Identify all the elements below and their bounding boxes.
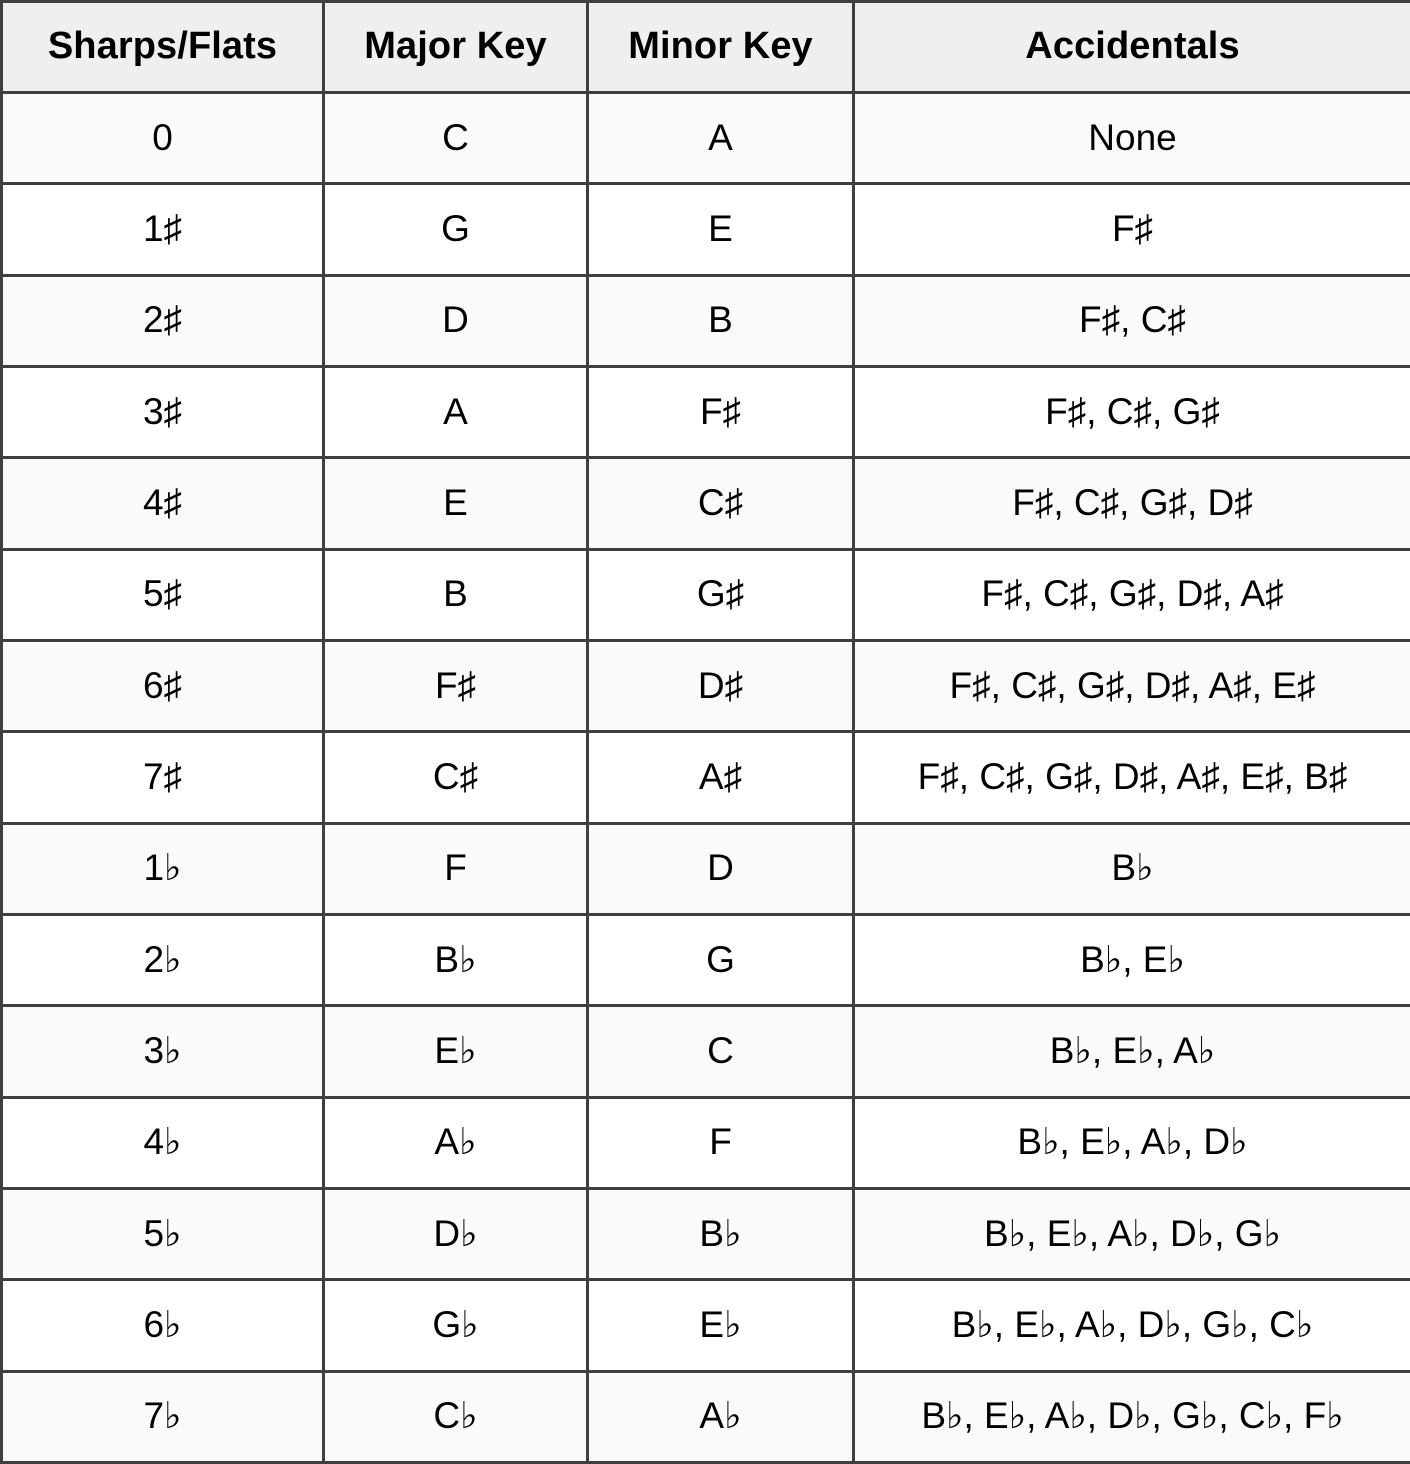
cell-sharps-flats-text: 3♯ <box>142 390 183 432</box>
cell-accidentals-text: F♯, C♯, G♯, D♯, A♯, E♯, B♯ <box>917 756 1348 798</box>
cell-sharps-flats-text: 5♯ <box>142 573 183 615</box>
table-row <box>2 1188 1410 1279</box>
cell-sharps-flats-text: 4♯ <box>142 482 183 524</box>
cell-accidentals <box>854 275 1410 366</box>
cell-major-key-text: G <box>441 208 470 250</box>
table-row <box>2 93 1410 184</box>
cell-accidentals <box>854 1280 1410 1371</box>
cell-accidentals-text: B♭, E♭, A♭ <box>1049 1030 1216 1072</box>
cell-minor-key <box>588 1097 854 1188</box>
cell-sharps-flats-text: 4♭ <box>143 1121 182 1163</box>
cell-major-key <box>324 1097 588 1188</box>
table-row <box>2 458 1410 549</box>
cell-major-key <box>324 275 588 366</box>
cell-sharps-flats <box>2 458 324 549</box>
cell-accidentals <box>854 1097 1410 1188</box>
cell-minor-key <box>588 1188 854 1279</box>
cell-major-key <box>324 184 588 275</box>
table-row <box>2 184 1410 275</box>
cell-accidentals-text: F♯ <box>1111 208 1154 250</box>
cell-sharps-flats-text: 3♭ <box>143 1030 182 1072</box>
cell-major-key <box>324 458 588 549</box>
cell-minor-key-text: E <box>708 208 733 250</box>
cell-accidentals-text: B♭, E♭, A♭, D♭, G♭, C♭, F♭ <box>921 1395 1344 1437</box>
cell-sharps-flats <box>2 732 324 823</box>
table-header <box>2 2 1410 93</box>
table-row <box>2 1371 1410 1462</box>
cell-minor-key <box>588 93 854 184</box>
cell-major-key <box>324 1006 588 1097</box>
cell-minor-key <box>588 184 854 275</box>
column-header-minor-key: Minor Key <box>588 2 854 93</box>
cell-accidentals <box>854 366 1410 457</box>
cell-accidentals-text: F♯, C♯, G♯ <box>1045 390 1220 432</box>
table-row <box>2 275 1410 366</box>
column-header-major-key: Major Key <box>324 2 588 93</box>
cell-sharps-flats-text: 1♭ <box>143 847 182 889</box>
cell-minor-key <box>588 914 854 1005</box>
cell-sharps-flats-text: 0 <box>152 116 173 158</box>
cell-sharps-flats <box>2 93 324 184</box>
cell-sharps-flats <box>2 1371 324 1462</box>
cell-minor-key-text: G♯ <box>696 573 745 615</box>
cell-accidentals-text: None <box>1088 116 1177 158</box>
cell-major-key-text: E <box>443 482 468 524</box>
cell-accidentals-text: F♯, C♯, G♯, D♯, A♯ <box>981 573 1284 615</box>
cell-minor-key-text: A♭ <box>699 1395 742 1437</box>
cell-sharps-flats-text: 6♭ <box>143 1304 182 1346</box>
cell-sharps-flats <box>2 1280 324 1371</box>
cell-minor-key <box>588 640 854 731</box>
cell-sharps-flats <box>2 914 324 1005</box>
table-row <box>2 640 1410 731</box>
cell-accidentals-text: B♭, E♭, A♭, D♭, G♭ <box>984 1212 1281 1254</box>
cell-accidentals <box>854 732 1410 823</box>
cell-major-key-text: A♭ <box>434 1121 477 1163</box>
cell-minor-key-text: A <box>708 116 733 158</box>
cell-minor-key-text: D♯ <box>697 664 744 706</box>
cell-minor-key <box>588 458 854 549</box>
cell-sharps-flats-text: 2♭ <box>143 938 182 980</box>
cell-sharps-flats <box>2 1006 324 1097</box>
table-row <box>2 914 1410 1005</box>
cell-accidentals <box>854 184 1410 275</box>
cell-sharps-flats <box>2 823 324 914</box>
cell-accidentals-text: B♭, E♭ <box>1080 938 1185 980</box>
cell-major-key-text: F♯ <box>434 664 477 706</box>
cell-major-key-text: B♭ <box>434 938 477 980</box>
cell-minor-key-text: A♯ <box>698 756 743 798</box>
table-header-row <box>2 2 1410 93</box>
cell-major-key-text: D♭ <box>433 1212 478 1254</box>
cell-major-key <box>324 732 588 823</box>
cell-sharps-flats-text: 2♯ <box>142 299 183 341</box>
table-row <box>2 1280 1410 1371</box>
table-row <box>2 1097 1410 1188</box>
cell-minor-key <box>588 1280 854 1371</box>
cell-accidentals <box>854 549 1410 640</box>
cell-sharps-flats-text: 5♭ <box>143 1212 182 1254</box>
cell-minor-key-text: B♭ <box>699 1212 742 1254</box>
cell-major-key <box>324 366 588 457</box>
cell-sharps-flats <box>2 275 324 366</box>
cell-minor-key-text: E♭ <box>699 1304 742 1346</box>
table-row <box>2 366 1410 457</box>
table-row <box>2 1006 1410 1097</box>
cell-major-key-text: D <box>442 299 469 341</box>
cell-major-key-text: B <box>443 573 468 615</box>
cell-minor-key <box>588 1006 854 1097</box>
cell-accidentals-text: F♯, C♯, G♯, D♯, A♯, E♯ <box>949 664 1316 706</box>
cell-major-key-text: C♯ <box>432 756 479 798</box>
column-header-accidentals: Accidentals <box>854 2 1410 93</box>
cell-accidentals <box>854 1006 1410 1097</box>
cell-minor-key <box>588 549 854 640</box>
cell-major-key-text: F <box>444 847 467 889</box>
table-body <box>2 93 1410 1463</box>
cell-sharps-flats-text: 1♯ <box>142 208 183 250</box>
cell-major-key <box>324 93 588 184</box>
cell-accidentals <box>854 1188 1410 1279</box>
table-row <box>2 549 1410 640</box>
cell-major-key <box>324 549 588 640</box>
cell-accidentals-text: B♭, E♭, A♭, D♭ <box>1017 1121 1248 1163</box>
cell-major-key-text: G♭ <box>432 1304 479 1346</box>
cell-sharps-flats-text: 7♯ <box>142 756 183 798</box>
cell-major-key <box>324 640 588 731</box>
column-header-sharps-flats: Sharps/Flats <box>2 2 324 93</box>
cell-minor-key <box>588 1371 854 1462</box>
cell-accidentals <box>854 823 1410 914</box>
cell-minor-key-text: F♯ <box>699 390 742 432</box>
cell-minor-key-text: G <box>706 938 735 980</box>
cell-accidentals <box>854 640 1410 731</box>
cell-sharps-flats <box>2 366 324 457</box>
cell-minor-key-text: C♯ <box>697 482 744 524</box>
cell-major-key-text: E♭ <box>434 1030 477 1072</box>
cell-sharps-flats <box>2 1097 324 1188</box>
cell-major-key <box>324 1280 588 1371</box>
cell-minor-key <box>588 823 854 914</box>
cell-major-key-text: C <box>442 116 469 158</box>
cell-major-key <box>324 1188 588 1279</box>
cell-minor-key-text: C <box>707 1030 734 1072</box>
cell-minor-key <box>588 732 854 823</box>
cell-accidentals-text: B♭, E♭, A♭, D♭, G♭, C♭ <box>951 1304 1314 1346</box>
cell-accidentals <box>854 914 1410 1005</box>
cell-major-key-text: A <box>443 390 468 432</box>
table-row <box>2 732 1410 823</box>
cell-accidentals-text: F♯, C♯, G♯, D♯ <box>1012 482 1253 524</box>
cell-sharps-flats <box>2 549 324 640</box>
cell-accidentals-text: F♯, C♯ <box>1079 299 1186 341</box>
cell-sharps-flats <box>2 184 324 275</box>
cell-sharps-flats <box>2 1188 324 1279</box>
cell-minor-key <box>588 275 854 366</box>
cell-major-key <box>324 823 588 914</box>
cell-major-key <box>324 914 588 1005</box>
cell-accidentals-text: B♭ <box>1111 847 1154 889</box>
cell-sharps-flats <box>2 640 324 731</box>
cell-accidentals <box>854 93 1410 184</box>
cell-major-key <box>324 1371 588 1462</box>
cell-sharps-flats-text: 7♭ <box>143 1395 182 1437</box>
cell-major-key-text: C♭ <box>433 1395 478 1437</box>
cell-sharps-flats-text: 6♯ <box>142 664 183 706</box>
cell-minor-key <box>588 366 854 457</box>
cell-accidentals <box>854 1371 1410 1462</box>
cell-minor-key-text: F <box>709 1121 732 1163</box>
cell-accidentals <box>854 458 1410 549</box>
cell-minor-key-text: B <box>708 299 733 341</box>
table-row <box>2 823 1410 914</box>
cell-minor-key-text: D <box>707 847 734 889</box>
